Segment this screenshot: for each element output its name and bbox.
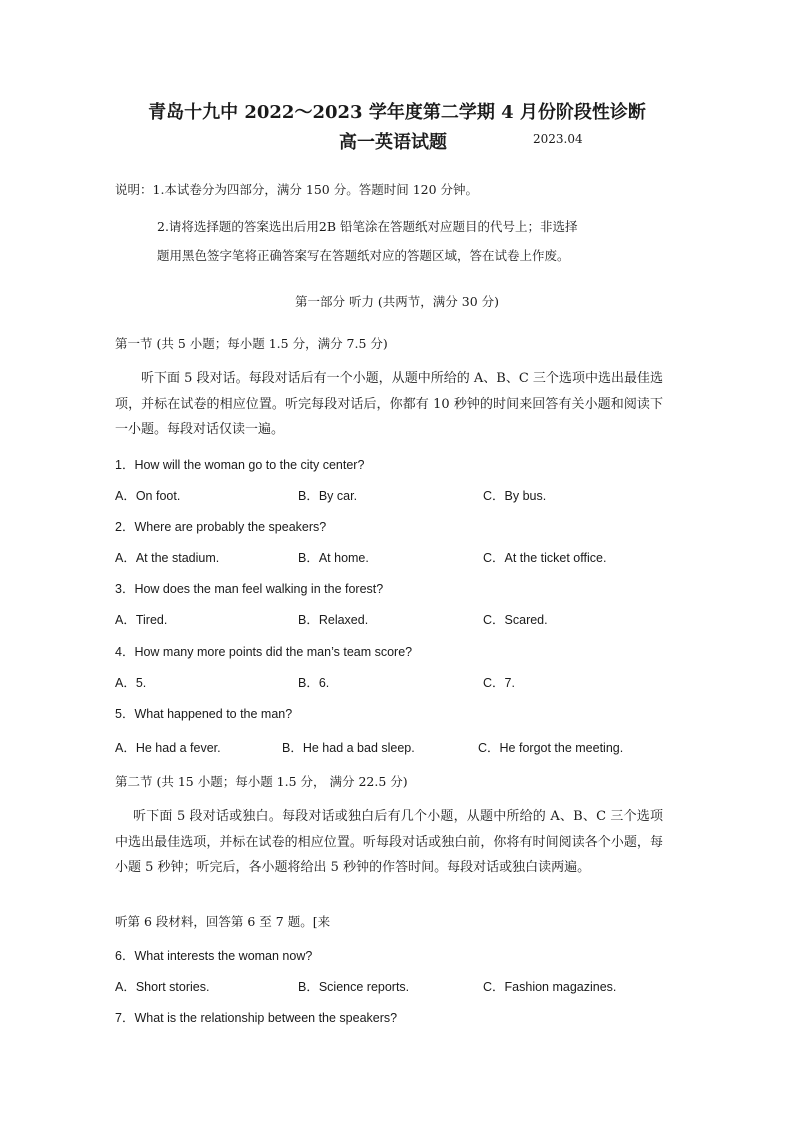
question-3 — [115, 579, 383, 597]
question-number: 1． — [115, 458, 135, 472]
section1-heading: 第一节 (共 5 小题；每小题 1.5 分，满分 7.5 分) — [115, 336, 388, 351]
question-text: What is the relationship between the speakers? — [134, 1011, 398, 1025]
option-3b: B．Relaxed. — [298, 613, 369, 627]
question-7 — [115, 1008, 397, 1026]
question-1 — [115, 455, 364, 473]
option-2a: A．At the stadium. — [115, 551, 220, 565]
option-1a: A．On foot. — [115, 489, 181, 503]
question-text: Where are probably the speakers? — [134, 520, 327, 534]
option-1c: C．By bus. — [483, 489, 547, 503]
option-3a: A．Tired. — [115, 613, 168, 627]
question-5 — [115, 704, 292, 722]
option-6c: C．Fashion magazines. — [483, 980, 617, 994]
question-text: How many more points did the man’s team score? — [134, 645, 413, 659]
question-4 — [115, 642, 412, 660]
question-number: 3． — [115, 582, 135, 596]
question-2 — [115, 517, 326, 535]
option-5a: A．He had a fever. — [115, 741, 221, 755]
option-4c: C．7. — [483, 676, 515, 690]
instruction-line-1: 说明：1.本试卷分为四部分，满分 150 分。答题时间 120 分钟。 — [115, 182, 479, 197]
option-4b: B．6. — [298, 676, 330, 690]
material-note: 听第 6 段材料，回答第 6 至 7 题。[来 — [115, 914, 331, 929]
question-text: How does the man feel walking in the forest? — [134, 582, 384, 596]
question-text: What interests the woman now? — [134, 949, 313, 963]
question-number: 4． — [115, 645, 135, 659]
option-6a: A．Short stories. — [115, 980, 210, 994]
exam-title: 青岛十九中 2022～2023 学年度第二学期 4 月份阶段性诊断 — [148, 102, 646, 123]
section2-heading: 第二节 (共 15 小题；每小题 1.5 分， 满分 22.5 分) — [115, 774, 408, 789]
option-5b: B．He had a bad sleep. — [282, 741, 415, 755]
option-4a: A．5. — [115, 676, 147, 690]
section1-directions: 听下面 5 段对话。每段对话后有一个小题，从题中所给的 A、B、C 三个选项中选出最佳选项，并标在试卷的相应位置。听完每段对话后，你都有 10 秒钟的时间来回答有关小题和阅读下一小题。每段对话仅读一遍。 — [115, 371, 663, 437]
instruction-line-2: 2.请将选择题的答案选出后用2B 铅笔涂在答题纸对应题目的代号上；非选择 — [157, 219, 578, 234]
option-3c: C．Scared. — [483, 613, 548, 627]
option-5c: C．He forgot the meeting. — [478, 741, 624, 755]
question-number: 5． — [115, 707, 135, 721]
question-text: What happened to the man? — [134, 707, 293, 721]
section2-directions: 听下面 5 段对话或独白。每段对话或独白后有几个小题，从题中所给的 A、B、C 三个选项中选出最佳选项，并标在试卷的相应位置。听每段对话或独白前，你将有时间阅读各个小题，每小题 5 秒钟；听完后，各小题将给出 5 秒钟的作答时间。每段对话或独白读两遍。 — [115, 809, 663, 875]
question-number: 7． — [115, 1011, 135, 1025]
question-text: How will the woman go to the city center? — [134, 458, 365, 472]
exam-subtitle: 高一英语试题 — [339, 132, 447, 153]
question-number: 6． — [115, 949, 135, 963]
option-2b: B．At home. — [298, 551, 369, 565]
exam-date: 2023.04 — [533, 132, 583, 146]
question-6 — [115, 946, 312, 964]
option-2c: C．At the ticket office. — [483, 551, 607, 565]
part1-heading: 第一部分 听力 (共两节，满分 30 分) — [294, 294, 500, 309]
instruction-line-3: 题用黑色签字笔将正确答案写在答题纸对应的答题区域，答在试卷上作废。 — [157, 248, 570, 263]
option-1b: B．By car. — [298, 489, 358, 503]
question-number: 2． — [115, 520, 135, 534]
option-6b: B．Science reports. — [298, 980, 410, 994]
